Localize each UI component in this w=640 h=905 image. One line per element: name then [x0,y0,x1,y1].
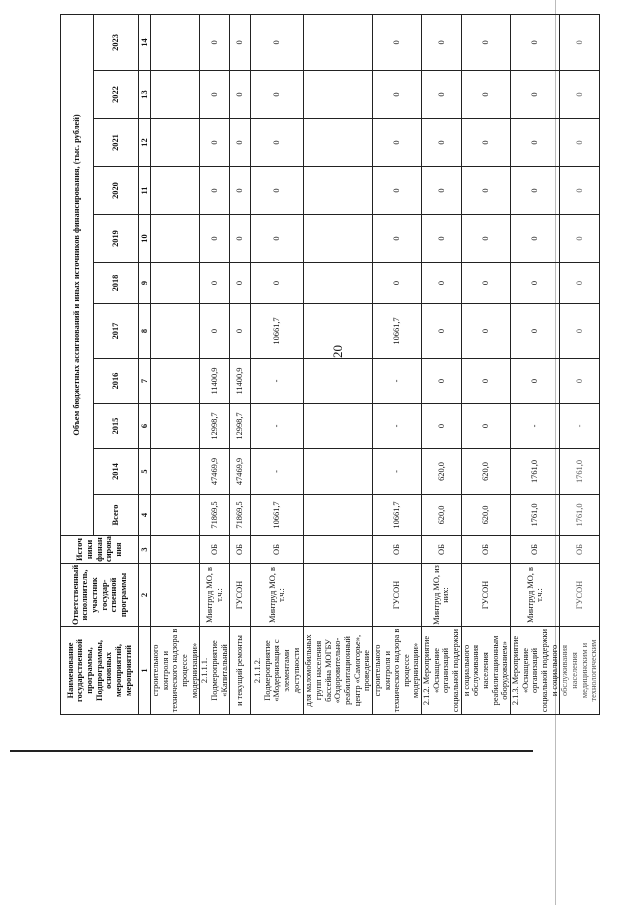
row-year-value-cell: 0 [230,263,251,304]
row-name-cell: обслуживания населения медицинским и технологическим [560,627,600,715]
row-year-value-cell [151,359,200,404]
header-year: 2014 [94,449,139,495]
row-year-value-cell: 0 [230,215,251,263]
row-year-value-cell: 0 [422,359,462,404]
row-source-cell: ОБ [200,536,230,564]
row-year-value-cell: 0 [461,359,510,404]
row-name-cell: 2.1.3. Мероприятие «Оснащение организаций социальной поддержки и социального [511,627,560,715]
column-number: 6 [139,404,151,449]
table-row [251,14,304,714]
row-executor-cell: ГУСОН [560,564,600,627]
row-source-cell: ОБ [251,536,304,564]
row-year-value-cell [151,14,200,70]
row-name-cell: 2.1.2. Мероприятие «Оснащение организаций социальной поддержки [422,627,462,715]
row-year-value-cell: 0 [461,119,510,167]
row-year-value-cell [304,167,373,215]
row-year-value-cell: 0 [200,215,230,263]
row-year-value-cell: - [372,359,421,404]
row-year-value-cell [304,263,373,304]
row-year-value-cell: 11400,9 [230,359,251,404]
row-year-value-cell: 0 [200,263,230,304]
row-year-value-cell: - [251,404,304,449]
row-total-cell [151,495,200,536]
table-row [461,14,510,714]
row-year-value-cell: 0 [422,167,462,215]
row-year-value-cell: 0 [461,71,510,119]
row-year-value-cell: - [560,404,600,449]
row-executor-cell [304,564,373,627]
row-year-value-cell: 0 [511,304,560,359]
row-year-value-cell: 0 [560,71,600,119]
row-year-value-cell: 12998,7 [230,404,251,449]
row-year-value-cell: 11400,9 [200,359,230,404]
row-source-cell: ОБ [511,536,560,564]
column-number: 13 [139,71,151,119]
row-executor-cell: Минтруд МО, из них: [422,564,462,627]
header-year: 2021 [94,119,139,167]
row-executor-cell: ГУСОН [461,564,510,627]
row-year-value-cell [304,71,373,119]
row-year-value-cell: 0 [511,167,560,215]
row-name-cell: строительного контроля и технического надзора в процессе модернизации» [372,627,421,715]
row-year-value-cell [151,71,200,119]
row-year-value-cell [151,263,200,304]
table-row [151,14,200,714]
row-year-value-cell [151,215,200,263]
row-year-value-cell: 0 [372,167,421,215]
row-year-value-cell: 0 [251,14,304,70]
row-year-value-cell [304,304,373,359]
row-year-value-cell: 0 [372,263,421,304]
row-year-value-cell: 0 [230,304,251,359]
row-total-cell: 10661,7 [251,495,304,536]
column-number: 14 [139,14,151,70]
row-name-cell: 2.1.1.2. Подмероприятие «Модернизация с элементами доступности [251,627,304,715]
header-executor: Ответственный исполнитель, участник государ- ственной программы [61,564,139,627]
row-year-value-cell: 0 [422,404,462,449]
row-source-cell: ОБ [372,536,421,564]
row-year-value-cell: 0 [372,71,421,119]
row-year-value-cell: 0 [461,215,510,263]
row-year-value-cell: 12998,7 [200,404,230,449]
row-year-value-cell [304,449,373,495]
column-number: 4 [139,495,151,536]
table-row [230,14,251,714]
row-year-value-cell: 0 [251,215,304,263]
row-executor-cell: Минтруд МО, в т.ч.: [511,564,560,627]
row-year-value-cell: - [251,359,304,404]
row-source-cell: ОБ [230,536,251,564]
row-year-value-cell: 0 [511,119,560,167]
row-year-value-cell [304,359,373,404]
column-number: 1 [139,627,151,715]
row-year-value-cell: 0 [422,263,462,304]
row-year-value-cell [304,215,373,263]
table-body [151,14,600,714]
row-source-cell: ОБ [560,536,600,564]
row-year-value-cell: 0 [511,359,560,404]
horizontal-rule [10,750,533,752]
row-total-cell: 71869,5 [230,495,251,536]
header-year: 2019 [94,215,139,263]
row-year-value-cell: 0 [422,71,462,119]
row-year-value-cell: 0 [251,167,304,215]
column-number: 5 [139,449,151,495]
column-number: 7 [139,359,151,404]
row-name-cell: строительного контроля и технического надзора в процессе модернизации» [151,627,200,715]
table-row [304,14,373,714]
rotated-table-wrapper [60,15,599,715]
row-total-cell: 1761,0 [511,495,560,536]
table-row [560,14,600,714]
header-year: 2017 [94,304,139,359]
row-name-cell: для маломобильных групп населения бассейна МОГБУ «Оздоровительно-реабилитационный центр «Самогорье», проведение [304,627,373,715]
row-year-value-cell: 10661,7 [372,304,421,359]
row-year-value-cell: 0 [200,167,230,215]
row-year-value-cell: 0 [461,304,510,359]
row-year-value-cell: 0 [230,119,251,167]
row-year-value-cell: 47469,9 [230,449,251,495]
row-year-value-cell: 10661,7 [251,304,304,359]
table-row [422,14,462,714]
row-year-value-cell: 0 [560,263,600,304]
row-executor-cell: ГУСОН [372,564,421,627]
row-name-cell: и текущий ремонты [230,627,251,715]
row-year-value-cell: 620,0 [422,449,462,495]
header-year: 2020 [94,167,139,215]
row-year-value-cell: 0 [372,215,421,263]
row-year-value-cell: 0 [560,359,600,404]
row-executor-cell: Минтруд МО, в т.ч.: [200,564,230,627]
row-year-value-cell: 0 [200,119,230,167]
row-year-value-cell: 0 [200,14,230,70]
row-year-value-cell: 0 [200,71,230,119]
row-year-value-cell: - [511,404,560,449]
row-year-value-cell: 0 [560,215,600,263]
row-year-value-cell: 0 [372,119,421,167]
row-year-value-cell [151,167,200,215]
row-year-value-cell: 0 [200,304,230,359]
row-year-value-cell: 1761,0 [560,449,600,495]
row-year-value-cell: 0 [422,14,462,70]
column-number: 10 [139,215,151,263]
row-year-value-cell: 0 [461,404,510,449]
row-year-value-cell [151,449,200,495]
column-number: 8 [139,304,151,359]
header-year: 2018 [94,263,139,304]
header-source: Источ ники финан сирова ния [61,536,139,564]
row-year-value-cell: 0 [560,119,600,167]
row-year-value-cell: 0 [560,14,600,70]
financing-table [60,14,600,715]
row-name-cell: 2.1.1.1. Подмероприятие «Капитальный [200,627,230,715]
row-year-value-cell: 0 [251,119,304,167]
row-total-cell: 1761,0 [560,495,600,536]
row-source-cell [304,536,373,564]
row-year-value-cell: 0 [422,304,462,359]
row-year-value-cell [304,14,373,70]
header-year: 2022 [94,71,139,119]
row-source-cell: ОБ [422,536,462,564]
row-year-value-cell [151,404,200,449]
row-year-value-cell: 0 [511,215,560,263]
row-year-value-cell: 0 [230,167,251,215]
column-number: 9 [139,263,151,304]
row-total-cell [304,495,373,536]
row-year-value-cell: 0 [511,263,560,304]
header-group: Объем бюджетных ассигнований и иных источников финансирования, (тыс. рублей) [61,14,94,535]
row-source-cell: ОБ [461,536,510,564]
row-executor-cell [151,564,200,627]
column-number: 11 [139,167,151,215]
row-year-value-cell: 0 [372,14,421,70]
table-row [200,14,230,714]
row-year-value-cell: 1761,0 [511,449,560,495]
column-number: 12 [139,119,151,167]
table-row [511,14,560,714]
row-year-value-cell: 0 [251,71,304,119]
row-year-value-cell: 0 [251,263,304,304]
header-total: Всего [94,495,139,536]
row-year-value-cell: 0 [461,263,510,304]
row-year-value-cell [304,119,373,167]
row-total-cell: 10661,7 [372,495,421,536]
row-total-cell: 620,0 [461,495,510,536]
row-year-value-cell: 0 [560,167,600,215]
column-number: 2 [139,564,151,627]
row-year-value-cell: 0 [560,304,600,359]
row-year-value-cell: 0 [230,71,251,119]
header-name: Наименование государственной программы, Подпрограммы, основных мероприятий, мероприятий [61,627,139,715]
row-total-cell: 71869,5 [200,495,230,536]
row-year-value-cell: 0 [461,167,510,215]
row-name-cell: и социального обслуживания населения реабилитационным оборудованием» [461,627,510,715]
row-year-value-cell: 0 [511,71,560,119]
header-year: 2023 [94,14,139,70]
row-year-value-cell: 620,0 [461,449,510,495]
row-year-value-cell: - [372,404,421,449]
row-year-value-cell: 0 [461,14,510,70]
row-year-value-cell: - [251,449,304,495]
row-year-value-cell: 0 [230,14,251,70]
page-number: 20 [330,345,345,358]
row-year-value-cell: 47469,9 [200,449,230,495]
row-year-value-cell: 0 [422,119,462,167]
row-executor-cell: ГУСОН [230,564,251,627]
row-year-value-cell: - [372,449,421,495]
table-row [372,14,421,714]
row-year-value-cell [151,119,200,167]
header-year: 2015 [94,404,139,449]
row-year-value-cell: 0 [511,14,560,70]
row-year-value-cell [304,404,373,449]
column-number-row [139,14,151,714]
row-total-cell: 620,0 [422,495,462,536]
row-year-value-cell: 0 [422,215,462,263]
row-year-value-cell [151,304,200,359]
header-year: 2016 [94,359,139,404]
row-executor-cell: Минтруд МО, в т.ч.: [251,564,304,627]
row-source-cell [151,536,200,564]
column-number: 3 [139,536,151,564]
